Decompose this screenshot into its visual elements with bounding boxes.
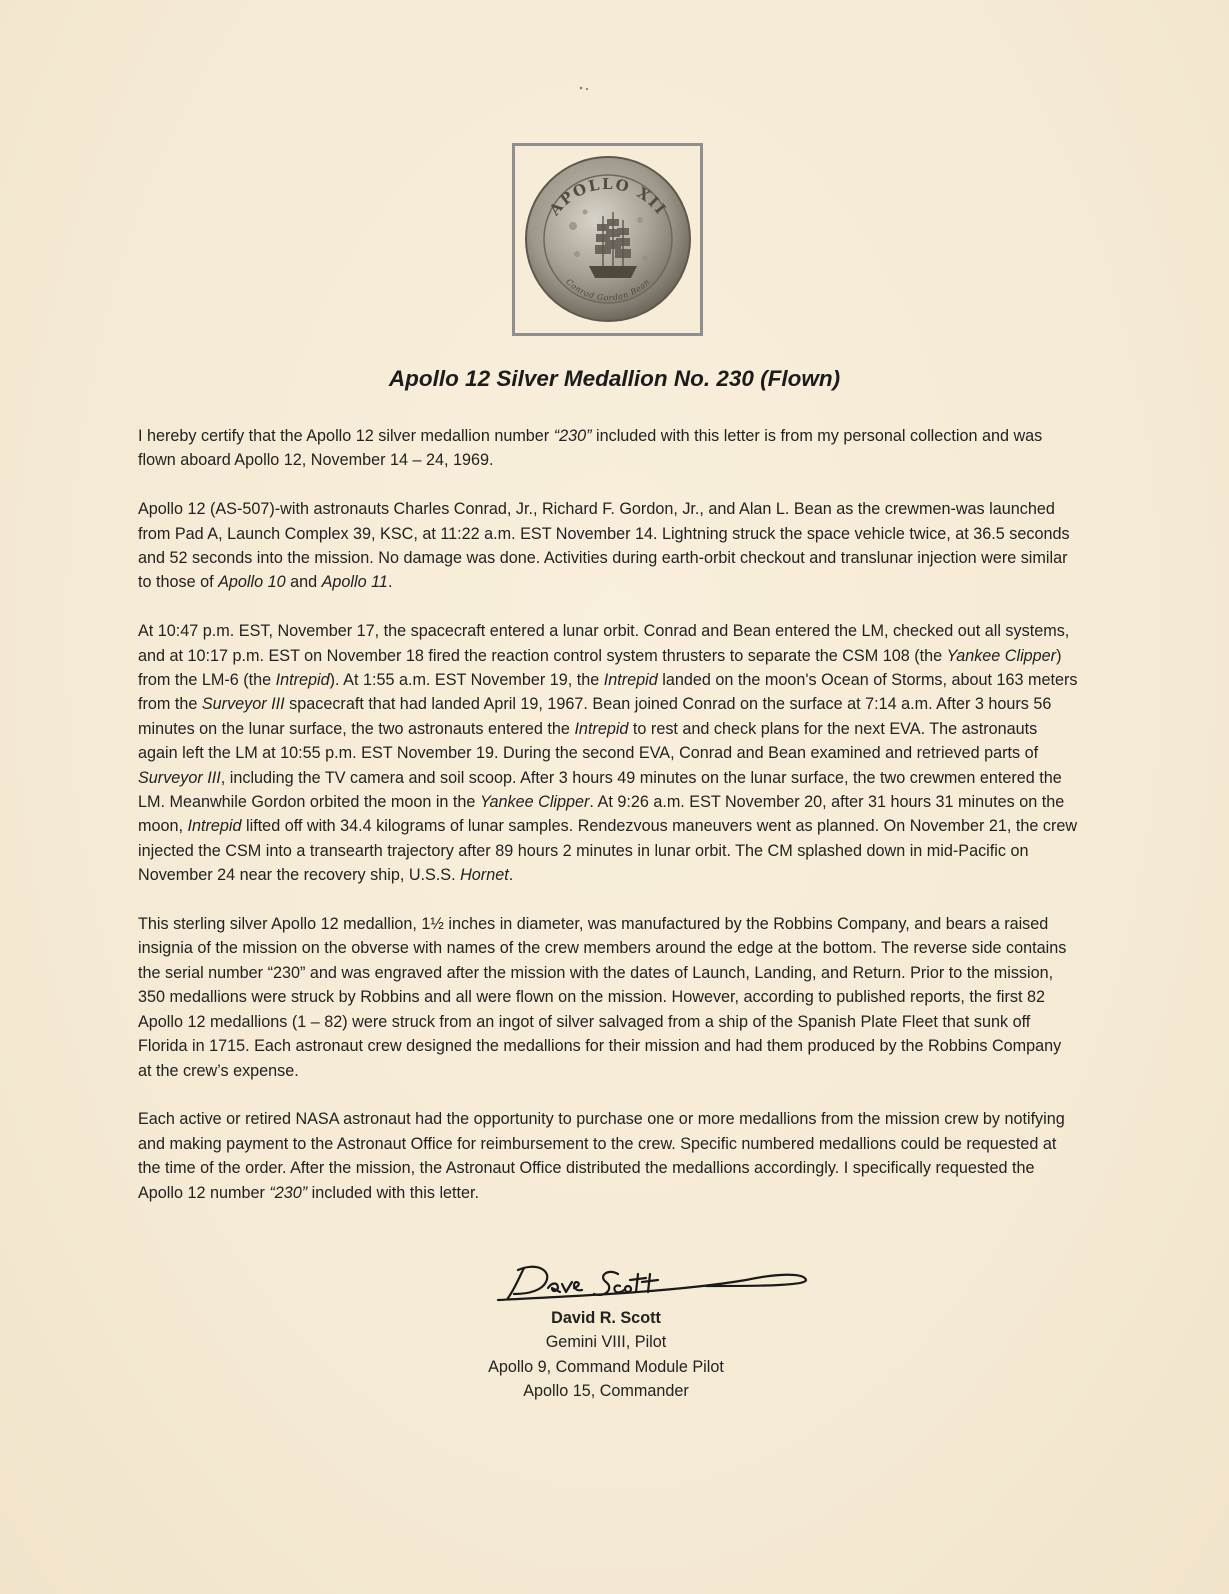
medallion-photo-frame [512, 143, 703, 336]
text-run: . [508, 866, 514, 885]
letter-title: Apollo 12 Silver Medallion No. 230 (Flown) [388, 366, 841, 391]
italic-text-run: Intrepid [187, 817, 242, 836]
text-run: included with this letter. [307, 1183, 480, 1202]
text-run: and [285, 573, 322, 592]
italic-text-run: Yankee Clipper [946, 646, 1057, 665]
text-run: . At 9:26 a.m. EST November 20, after 31 hours 31 minutes on the moon, [138, 793, 1065, 836]
text-run: Apollo 12 (AS-507)-with astronauts Charles Conrad, Jr., Richard F. Gordon, Jr., and Alan L. Bean as the crewmen-was launched from Pad A, Launch Complex 39, KSC, at 11:22 a.m. EST November 14. Lightning struck the space vehicle twice, at 36.5 seconds and 52 seconds into the mission. No damage was done. Activities during earth-orbit checkout and translunar injection were similar to those of [138, 500, 1070, 592]
handwritten-signature [494, 1252, 814, 1312]
text-run: to rest and check plans for the next EVA. The astronauts again left the LM at 10:55 p.m. EST November 19. During the second EVA, Conrad and Bean examined and retrieved parts of [138, 719, 1039, 763]
svg-text:Conrad Gordon Bean: Conrad Gordon Bean [564, 277, 652, 303]
italic-text-run: Surveyor III [138, 768, 221, 787]
paragraph-medallion [138, 912, 1078, 1083]
paragraph-mission [138, 619, 1078, 887]
text-run: spacecraft that had landed April 19, 1967. Bean joined Conrad on the surface at 7:14 a.m. After 3 hours 56 minutes on the lunar surface, the two astronauts entered the [138, 695, 1052, 738]
text-run: included with this letter is from my personal collection and was flown aboard Apollo 12, November 14 – 24, 1969. [138, 427, 1043, 470]
italic-text-run: Apollo 10 [218, 573, 286, 592]
svg-text:APOLLO XII: APOLLO XII [545, 175, 671, 219]
text-run: ) from the LM-6 (the [138, 646, 1062, 690]
text-run: landed on the moon's Ocean of Storms, about 163 meters from the [138, 671, 1078, 714]
italic-text-run: Intrepid [574, 719, 629, 738]
paper-speck [578, 86, 592, 91]
paragraph-certification [138, 424, 1078, 473]
text-run: This sterling silver Apollo 12 medallion, 1½ inches in diameter, was manufactured by the Robbins Company, and bears a raised insignia of the mission on the obverse with names of the crew members around the edge at the bottom. The reverse side contains the serial number “230” and was engraved after the mission with the dates of Launch, Landing, and Return. Prior to the mission, 350 medallions were struck by Robbins and all were flown on the mission. However, according to published reports, the first 82 Apollo 12 medallions (1 – 82) were struck from an ingot of silver salvaged from a ship of the Spanish Plate Fleet that sunk off Florida in 1715. Each astronaut crew designed the medallions for their mission and had them produced by the Robbins Company at the crew’s expense. [138, 915, 1067, 1080]
text-run: lifted off with 34.4 kilograms of lunar samples. Rendezvous maneuvers went as planned. On November 21, the crew injected the CSM into a transearth trajectory after 89 hours 2 minutes in lunar orbit. The CM splashed down in mid-Pacific on November 24 near the recovery ship, U.S.S. [138, 817, 1078, 885]
letter-body [138, 424, 1078, 1229]
text-run: Each active or retired NASA astronaut had the opportunity to purchase one or more medallions from the mission crew by notifying and making payment to the Astronaut Office for reimbursement to the crew. Specific numbered medallions could be requested at the time of the order. After the mission, the Astronaut Office distributed the medallions accordingly. I specifically requested the Apollo 12 number [138, 1110, 1065, 1202]
text-run: At 10:47 p.m. EST, November 17, the spacecraft entered a lunar orbit. Conrad and Bean entered the LM, checked out all systems, and at 10:17 p.m. EST on November 18 fired the reaction control system thrusters to separate the CSM 108 (the [138, 622, 1070, 665]
paragraph-purchase [138, 1107, 1078, 1205]
medallion-image [515, 146, 700, 333]
text-run: . [387, 573, 393, 592]
italic-text-run: “230” [269, 1183, 308, 1202]
text-run: I hereby certify that the Apollo 12 silver medallion number [138, 427, 554, 445]
italic-text-run: Apollo 11 [321, 573, 388, 592]
signer-role-2: Apollo 9, Command Module Pilot [488, 1357, 724, 1376]
paragraph-launch [138, 497, 1078, 595]
signer-role-1: Gemini VIII, Pilot [545, 1333, 667, 1352]
italic-text-run: “230” [553, 427, 592, 445]
italic-text-run: Intrepid [603, 671, 658, 690]
signature-block [0, 1306, 1229, 1404]
italic-text-run: Surveyor III [201, 695, 285, 714]
italic-text-run: Yankee Clipper [479, 793, 590, 812]
italic-text-run: Hornet [460, 866, 509, 885]
signer-role-3: Apollo 15, Commander [523, 1382, 689, 1401]
italic-text-run: Intrepid [275, 671, 330, 690]
signer-name: David R. Scott [551, 1309, 661, 1327]
text-run: ). At 1:55 a.m. EST November 19, the [329, 671, 604, 690]
text-run: , including the TV camera and soil scoop. After 3 hours 49 minutes on the lunar surface, the two crewmen entered the LM. Meanwhile Gordon orbited the moon in the [138, 768, 1062, 812]
